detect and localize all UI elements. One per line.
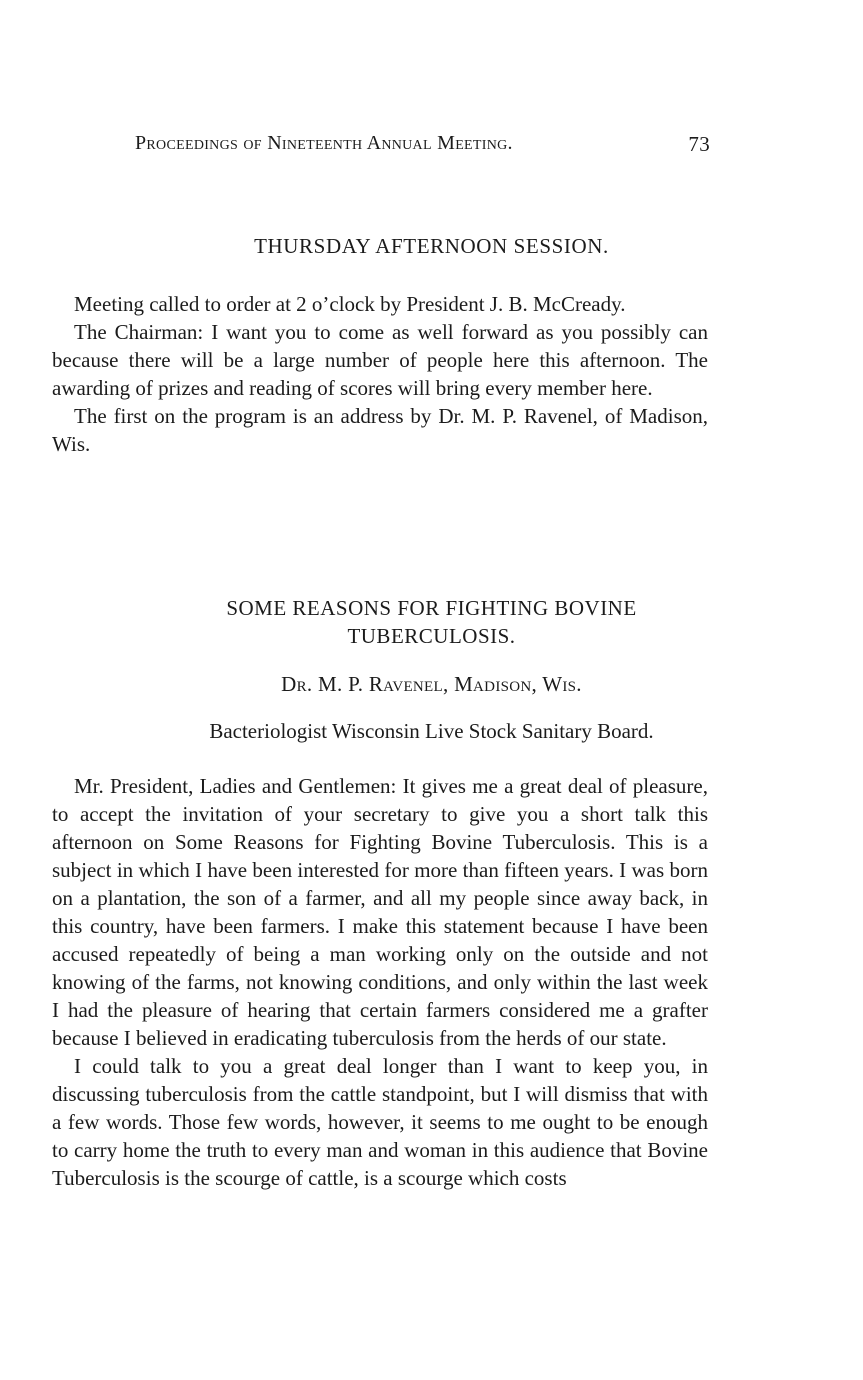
paragraph: The first on the program is an address by Dr. M. P. Ravenel, of Madison, Wis. xyxy=(52,404,708,456)
article-title xyxy=(0,594,863,650)
article-text xyxy=(52,772,708,1192)
running-title: Proceedings of Nineteenth Annual Meeting. xyxy=(135,132,513,154)
author-affiliation: Bacteriologist Wisconsin Live Stock Sanitary Board. xyxy=(209,719,654,743)
article-title-line: TUBERCULOSIS. xyxy=(347,624,516,648)
article-author: Dr. M. P. Ravenel, Madison, Wis. xyxy=(281,672,582,696)
paragraph: I could talk to you a great deal longer than I want to keep you, in discussing tuberculosis from the cattle standpoint, but I will dismiss that with a few words. Those few words, however, it seems to me ought to be enough to carry home the truth to every man and woman in this audience that Bovine Tuberculosis is the scourge of cattle, is a scourge which costs xyxy=(52,1054,708,1190)
paragraph: Mr. President, Ladies and Gentlemen: It gives me a great deal of pleasure, to accept the invitation of your secretary to give you a short talk this afternoon on Some Reasons for Fighting Bovine Tuberculosis. This is a subject in which I have been interested for more than fifteen years. I was born on a plantation, the son of a farmer, and all my people since away back, in this country, have been farmers. I make this statement because I have been accused repeatedly of being a man working only on the outside and not knowing of the farms, not knowing conditions, and only within the last week I had the pleasure of hearing that certain farmers considered me a grafter because I believed in eradicating tuberculosis from the herds of our state. xyxy=(52,774,708,1050)
running-header xyxy=(135,132,710,162)
page-number: 73 xyxy=(688,132,710,156)
paragraph: The Chairman: I want you to come as well forward as you possibly can because there will be a large number of people here this afternoon. The awarding of prizes and reading of scores will bring every member here. xyxy=(52,320,708,400)
session-text xyxy=(52,290,708,458)
paragraph: Meeting called to order at 2 o’clock by President J. B. McCready. xyxy=(74,292,626,316)
article-title-line: SOME REASONS FOR FIGHTING BOVINE xyxy=(226,596,637,620)
session-heading: THURSDAY AFTERNOON SESSION. xyxy=(254,234,609,258)
